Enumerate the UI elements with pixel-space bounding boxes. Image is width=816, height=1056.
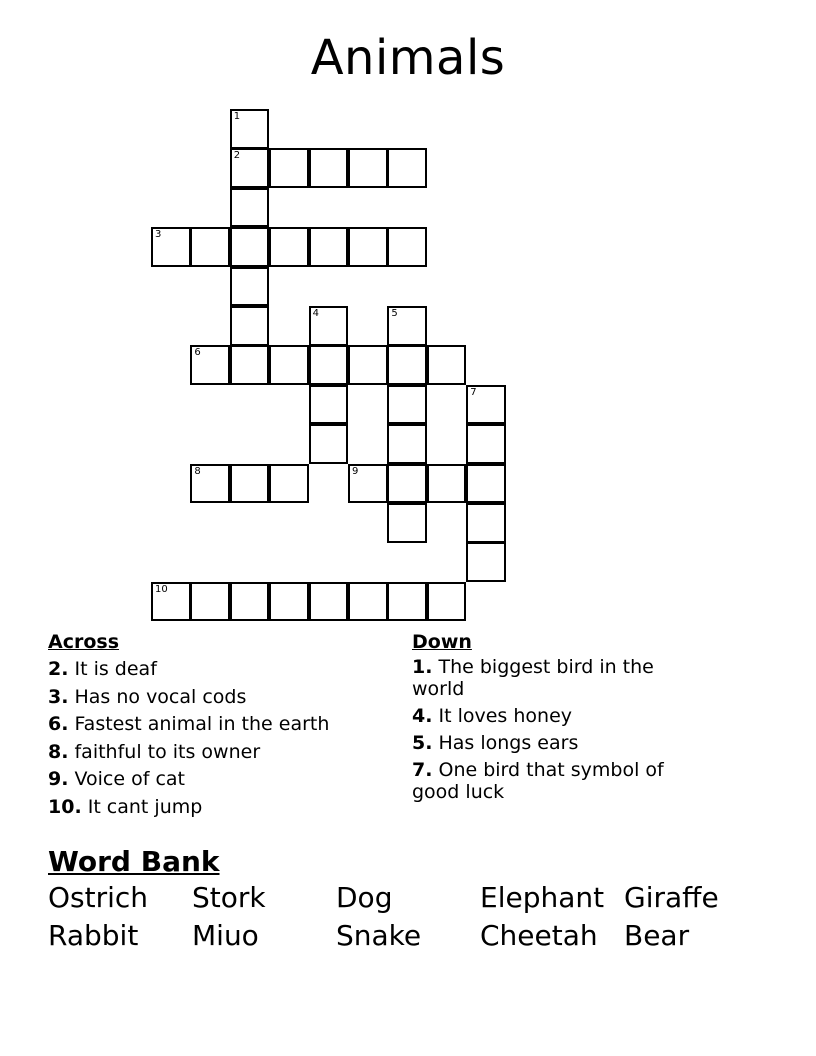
grid-cell[interactable] — [387, 464, 427, 504]
clue-number: 5 — [391, 308, 398, 319]
word-bank-item: Giraffe — [624, 881, 719, 914]
grid-cell[interactable] — [348, 345, 388, 385]
grid-cell[interactable] — [387, 306, 427, 346]
grid-cell[interactable] — [387, 345, 427, 385]
grid-cell[interactable] — [190, 464, 230, 504]
grid-cell[interactable] — [269, 148, 309, 188]
grid-cell[interactable] — [466, 385, 506, 425]
grid-cell[interactable] — [269, 582, 309, 622]
across-clue — [48, 766, 388, 794]
down-heading: Down — [412, 631, 472, 653]
grid-cell[interactable] — [387, 424, 427, 464]
across-clues — [48, 631, 388, 821]
clue-text: It loves honey — [432, 705, 573, 727]
clue-num: 5. — [412, 732, 433, 754]
word-bank-item: Bear — [624, 919, 690, 952]
grid-cell[interactable] — [190, 582, 230, 622]
grid-cell[interactable] — [309, 148, 349, 188]
grid-cell[interactable] — [427, 582, 467, 622]
clue-text: It cant jump — [81, 795, 203, 818]
grid-cell[interactable] — [269, 345, 309, 385]
across-list — [48, 656, 388, 821]
grid-cell[interactable] — [348, 464, 388, 504]
clue-text: It is deaf — [68, 658, 157, 680]
down-clues — [412, 631, 712, 808]
clue-number: 2 — [233, 150, 241, 162]
grid-cell[interactable] — [230, 582, 270, 622]
clue-number: 4 — [312, 308, 319, 319]
grid-cell[interactable] — [348, 582, 388, 622]
clue-number: 1 — [233, 111, 241, 122]
grid-cell[interactable] — [230, 227, 270, 267]
down-list — [412, 656, 712, 803]
grid-cell[interactable] — [151, 582, 191, 622]
clue-text: Has no vocal cods — [68, 685, 247, 708]
clue-number: 6 — [194, 347, 201, 359]
grid-cell[interactable] — [230, 345, 270, 385]
grid-cell[interactable] — [230, 267, 270, 307]
clue-text: faithful to its owner — [68, 740, 261, 763]
grid-cell[interactable] — [309, 306, 349, 346]
word-bank — [48, 881, 768, 957]
clue-num: 4. — [412, 705, 433, 727]
grid-cell[interactable] — [427, 464, 467, 504]
grid-cell[interactable] — [151, 227, 191, 267]
grid-cell[interactable] — [190, 227, 230, 267]
grid-cell[interactable] — [348, 227, 388, 267]
grid-cell[interactable] — [309, 345, 349, 385]
clue-num: 8. — [48, 740, 69, 763]
clue-text: One bird that symbol of good luck — [412, 759, 664, 803]
clue-num: 10. — [48, 795, 82, 818]
grid-cell[interactable] — [309, 227, 349, 267]
word-bank-item: Dog — [336, 881, 393, 914]
down-clue — [412, 656, 712, 700]
grid-cell[interactable] — [466, 424, 506, 464]
across-clue — [48, 794, 388, 822]
grid-cell[interactable] — [230, 188, 270, 228]
clue-number: 9 — [352, 465, 359, 477]
clue-number: 7 — [470, 386, 477, 398]
across-clue — [48, 739, 388, 767]
word-bank-item: Stork — [192, 881, 266, 914]
clue-num: 1. — [412, 656, 433, 678]
page-title: Animals — [310, 30, 506, 86]
grid-cell[interactable] — [230, 306, 270, 346]
down-clue — [412, 705, 712, 727]
clue-num: 3. — [48, 685, 69, 708]
grid-cell[interactable] — [190, 345, 230, 385]
word-bank-item: Ostrich — [48, 881, 149, 914]
clue-number: 10 — [155, 583, 168, 595]
word-bank-item: Rabbit — [48, 919, 139, 952]
grid-cell[interactable] — [230, 148, 270, 188]
across-clue — [48, 684, 388, 712]
grid-cell[interactable] — [387, 227, 427, 267]
grid-cell[interactable] — [348, 148, 388, 188]
clue-num: 9. — [48, 768, 69, 790]
word-bank-title: Word Bank — [48, 845, 220, 878]
grid-cell[interactable] — [466, 503, 506, 543]
down-clue — [412, 759, 712, 803]
grid-cell[interactable] — [269, 464, 309, 504]
grid-cell[interactable] — [309, 424, 349, 464]
grid-cell[interactable] — [427, 345, 467, 385]
grid-cell[interactable] — [387, 385, 427, 425]
clue-num: 7. — [412, 759, 433, 781]
grid-cell[interactable] — [230, 109, 270, 149]
clue-num: 2. — [48, 658, 69, 680]
grid-cell[interactable] — [466, 542, 506, 582]
clue-text: Fastest animal in the earth — [68, 713, 330, 735]
word-bank-item: Snake — [336, 919, 422, 952]
across-heading: Across — [48, 631, 120, 653]
grid-cell[interactable] — [387, 582, 427, 622]
grid-cell[interactable] — [309, 582, 349, 622]
clue-number: 8 — [194, 465, 201, 477]
grid-cell[interactable] — [269, 227, 309, 267]
clue-text: Has longs ears — [432, 732, 579, 754]
word-bank-item: Miuo — [192, 919, 259, 952]
clue-num: 6. — [48, 713, 69, 735]
grid-cell[interactable] — [309, 385, 349, 425]
grid-cell[interactable] — [387, 503, 427, 543]
grid-cell[interactable] — [387, 148, 427, 188]
clue-text: The biggest bird in the world — [412, 656, 654, 700]
across-clue — [48, 711, 388, 739]
word-bank-item: Elephant — [480, 881, 605, 914]
across-clue — [48, 656, 388, 684]
grid-cell[interactable] — [466, 464, 506, 504]
word-bank-item: Cheetah — [480, 919, 598, 952]
clue-number: 3 — [155, 229, 162, 241]
clue-text: Voice of cat — [68, 768, 185, 790]
grid-cell[interactable] — [230, 464, 270, 504]
down-clue — [412, 732, 712, 754]
